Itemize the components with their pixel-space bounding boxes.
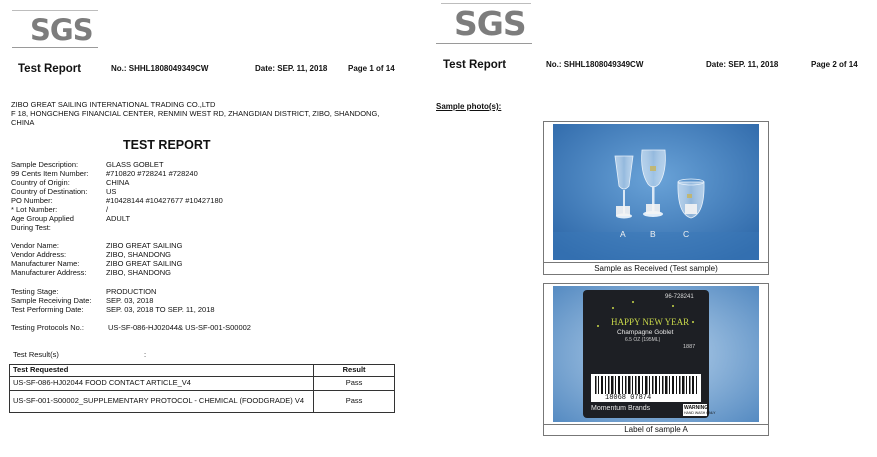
test-results-label: Test Result(s) <box>13 350 59 359</box>
info-label: 99 Cents Item Number: <box>11 169 89 178</box>
info-label: Test Performing Date: <box>11 305 84 314</box>
table-row <box>10 376 395 390</box>
info-value: ZIBO, SHANDONG <box>106 250 172 259</box>
sample-photos-heading: Sample photo(s): <box>436 102 502 111</box>
info-value: SEP. 03, 2018 <box>106 296 154 305</box>
label-a: A <box>620 229 626 239</box>
column-header-test: Test Requested <box>10 365 314 377</box>
info-value: / <box>106 205 109 214</box>
label-item-number: 96-728241 <box>665 294 694 300</box>
test-name-cell: US-SF-086-HJ02044 FOOD CONTACT ARTICLE_V4 <box>10 376 314 390</box>
info-label: * Lot Number: <box>11 205 58 214</box>
label-c: C <box>683 229 690 239</box>
column-header-result: Result <box>314 365 395 377</box>
info-value: ADULT <box>106 214 131 223</box>
info-value: SEP. 03, 2018 TO SEP. 11, 2018 <box>106 305 215 314</box>
info-label: Country of Destination: <box>11 187 88 196</box>
test-results-colon: : <box>144 350 147 359</box>
info-value: US <box>106 187 117 196</box>
header-title: Test Report <box>18 63 82 75</box>
report-date: Date: SEP. 11, 2018 <box>255 64 328 73</box>
info-label: Manufacturer Name: <box>11 259 80 268</box>
header-title: Test Report <box>443 59 507 71</box>
report-page-2 <box>425 0 877 457</box>
caption-divider <box>544 262 768 263</box>
info-label: Vendor Name: <box>11 241 59 250</box>
report-page-1 <box>0 0 425 457</box>
info-value: GLASS GOBLET <box>106 160 164 169</box>
client-address-line2: CHINA <box>11 118 35 127</box>
info-value: ZIBO GREAT SAILING <box>106 259 183 268</box>
report-number: No.: SHHL1808049349CW <box>546 60 644 69</box>
page-number: Page 2 of 14 <box>811 60 858 69</box>
info-value: #10428144 #10427677 #10427180 <box>106 196 223 205</box>
info-label: Sample Description: <box>11 160 79 169</box>
sgs-logo <box>436 3 536 47</box>
test-name-cell: US-SF-001-S00002_SUPPLEMENTARY PROTOCOL - CHEMICAL (FOODGRADE) V4 <box>10 390 314 412</box>
warning-title: WARNING <box>684 405 709 411</box>
label-b: B <box>650 229 656 239</box>
label-product-name: Champagne Goblet <box>617 329 674 336</box>
logo-bottom-line <box>12 47 98 48</box>
page-number: Page 1 of 14 <box>348 64 395 73</box>
info-label: Testing Stage: <box>11 287 59 296</box>
table-header-row <box>10 365 395 377</box>
label-photo-frame <box>543 283 769 436</box>
logo-text: SGS <box>30 13 93 47</box>
info-value: CHINA <box>106 178 130 187</box>
photo-caption-2: Label of sample A <box>624 425 688 434</box>
info-label: During Test: <box>11 223 51 232</box>
info-value: #710820 #728241 #728240 <box>106 169 198 178</box>
sample-photo <box>553 124 759 260</box>
label-size: 6.5 OZ (195ML) <box>625 337 661 343</box>
result-cell: Pass <box>314 390 395 412</box>
info-label: Manufacturer Address: <box>11 268 87 277</box>
label-headline: HAPPY NEW YEAR <box>611 317 690 327</box>
info-label: Testing Protocols No.: <box>11 323 84 332</box>
photo-caption-1: Sample as Received (Test sample) <box>594 264 718 273</box>
logo-top-line <box>12 10 98 11</box>
test-report-title: TEST REPORT <box>123 138 211 152</box>
glass-goblets-photo <box>553 124 759 260</box>
result-cell: Pass <box>314 376 395 390</box>
warning-text: HAND WASH ONLY <box>684 411 716 415</box>
info-label: Age Group Applied <box>11 214 74 223</box>
info-label: Vendor Address: <box>11 250 67 259</box>
results-table <box>9 364 395 413</box>
logo-bottom-line <box>436 43 532 44</box>
label-code: 1887 <box>683 344 696 350</box>
info-label: PO Number: <box>11 196 53 205</box>
table-row <box>10 390 395 412</box>
info-label: Country of Origin: <box>11 178 70 187</box>
barcode-digits: 18068 07874 <box>605 394 652 402</box>
info-label: Sample Receiving Date: <box>11 296 92 305</box>
label-photo <box>553 286 759 422</box>
client-address-line1: F 18, HONGCHENG FINANCIAL CENTER, RENMIN WEST RD, ZHANGDIAN DISTRICT, ZIBO, SHANDONG, <box>11 109 380 118</box>
report-date: Date: SEP. 11, 2018 <box>706 60 779 69</box>
sample-photo-frame <box>543 121 769 275</box>
brand-name: Momentum Brands <box>591 405 651 412</box>
info-value: ZIBO, SHANDONG <box>106 268 172 277</box>
logo-text: SGS <box>454 4 526 43</box>
sgs-logo <box>12 10 102 50</box>
info-value: PRODUCTION <box>106 287 157 296</box>
client-name: ZIBO GREAT SAILING INTERNATIONAL TRADING CO.,LTD <box>11 100 216 109</box>
info-value: ZIBO GREAT SAILING <box>106 241 183 250</box>
info-value: US-SF-086-HJ02044& US-SF-001-S00002 <box>108 323 251 332</box>
product-label-photo <box>553 286 759 422</box>
report-number: No.: SHHL1808049349CW <box>111 64 209 73</box>
